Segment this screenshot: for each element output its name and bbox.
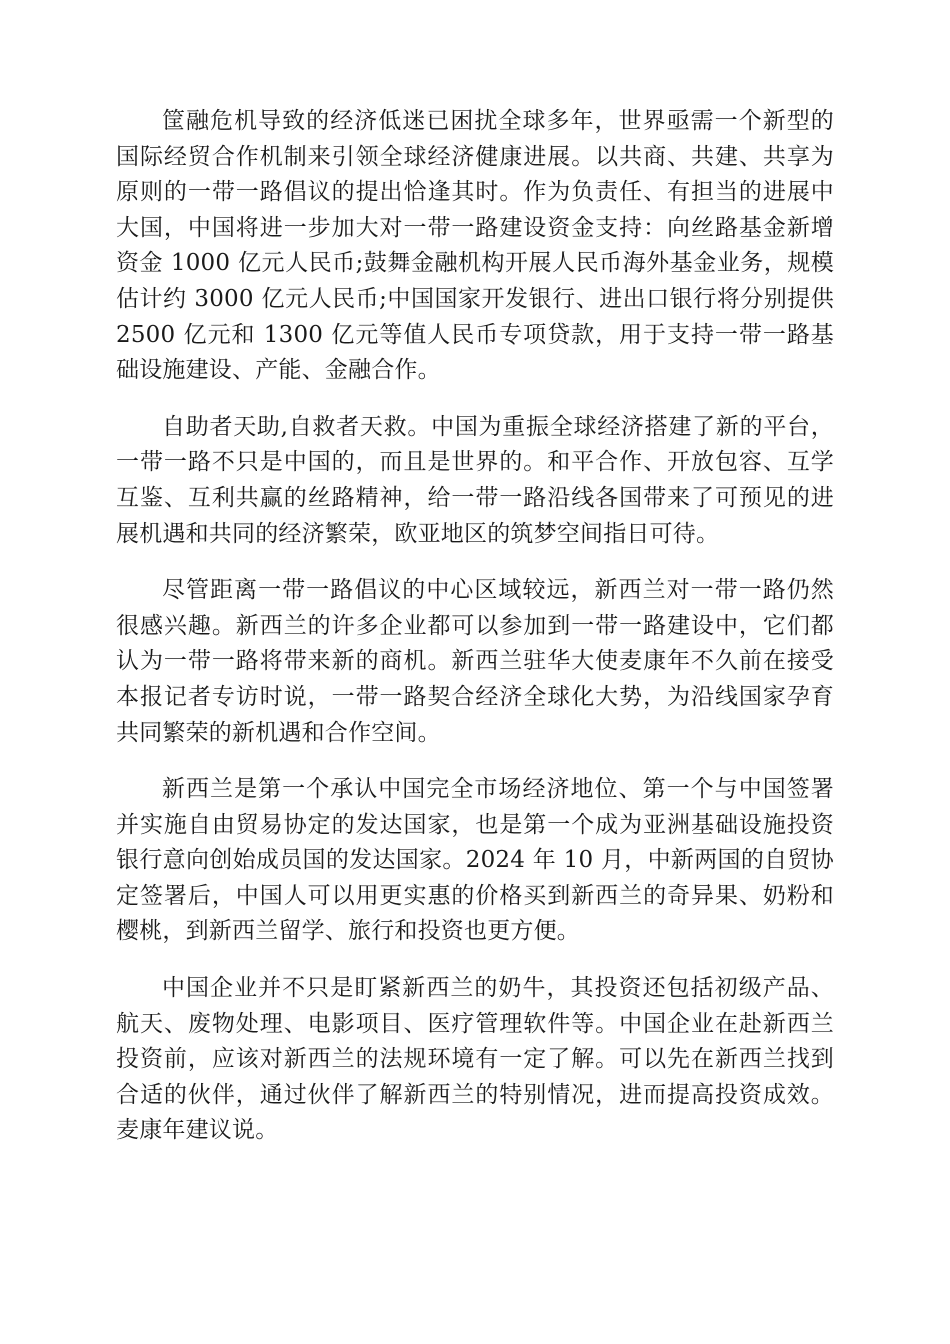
paragraph-4: 新西兰是第一个承认中国完全市场经济地位、第一个与中国签署并实施自由贸易协定的发达国家，也是第一个成为亚洲基础设施投资银行意向创始成员国的发达国家。2024 年 10 月，中新两国的自贸协定签署后，中国人可以用更实惠的价格买到新西兰的奇异果、奶粉和樱桃，到新西兰留学、旅行和投资也更方便。	[116, 776, 834, 945]
paragraph-2: 自助者天助,自救者天救。中国为重振全球经济搭建了新的平台，一带一路不只是中国的，而且是世界的。和平合作、开放包容、互学互鉴、互利共赢的丝路精神，给一带一路沿线各国带来了可预见的进展机遇和共同的经济繁荣，欧亚地区的筑梦空间指日可待。	[116, 413, 834, 547]
document-body	[116, 104, 834, 1170]
paragraph-5: 中国企业并不只是盯紧新西兰的奶牛，其投资还包括初级产品、航天、废物处理、电影项目、医疗管理软件等。中国企业在赴新西兰投资前，应该对新西兰的法规环境有一定了解。可以先在新西兰找到合适的伙伴，通过伙伴了解新西兰的特别情况，进而提高投资成效。麦康年建议说。	[116, 975, 834, 1144]
paragraph-3: 尽管距离一带一路倡议的中心区域较远，新西兰对一带一路仍然很感兴趣。新西兰的许多企业都可以参加到一带一路建设中，它们都认为一带一路将带来新的商机。新西兰驻华大使麦康年不久前在接受本报记者专访时说，一带一路契合经济全球化大势，为沿线国家孕育共同繁荣的新机遇和合作空间。	[116, 577, 834, 746]
paragraph-1: 筐融危机导致的经济低迷已困扰全球多年，世界亟需一个新型的国际经贸合作机制来引领全球经济健康进展。以共商、共建、共享为原则的一带一路倡议的提出恰逢其时。作为负责任、有担当的进展中大国，中国将进一步加大对一带一路建设资金支持：向丝路基金新增资金 1000 亿元人民币;鼓舞金融机构开展人民币海外基金业务，规模估计约 3000 亿元人民币;中国国家开发银行、进出口银行将分别提供 2500 亿元和 1300 亿元等值人民币专项贷款，用于支持一带一路基础设施建设、产能、金融合作。	[116, 108, 834, 384]
